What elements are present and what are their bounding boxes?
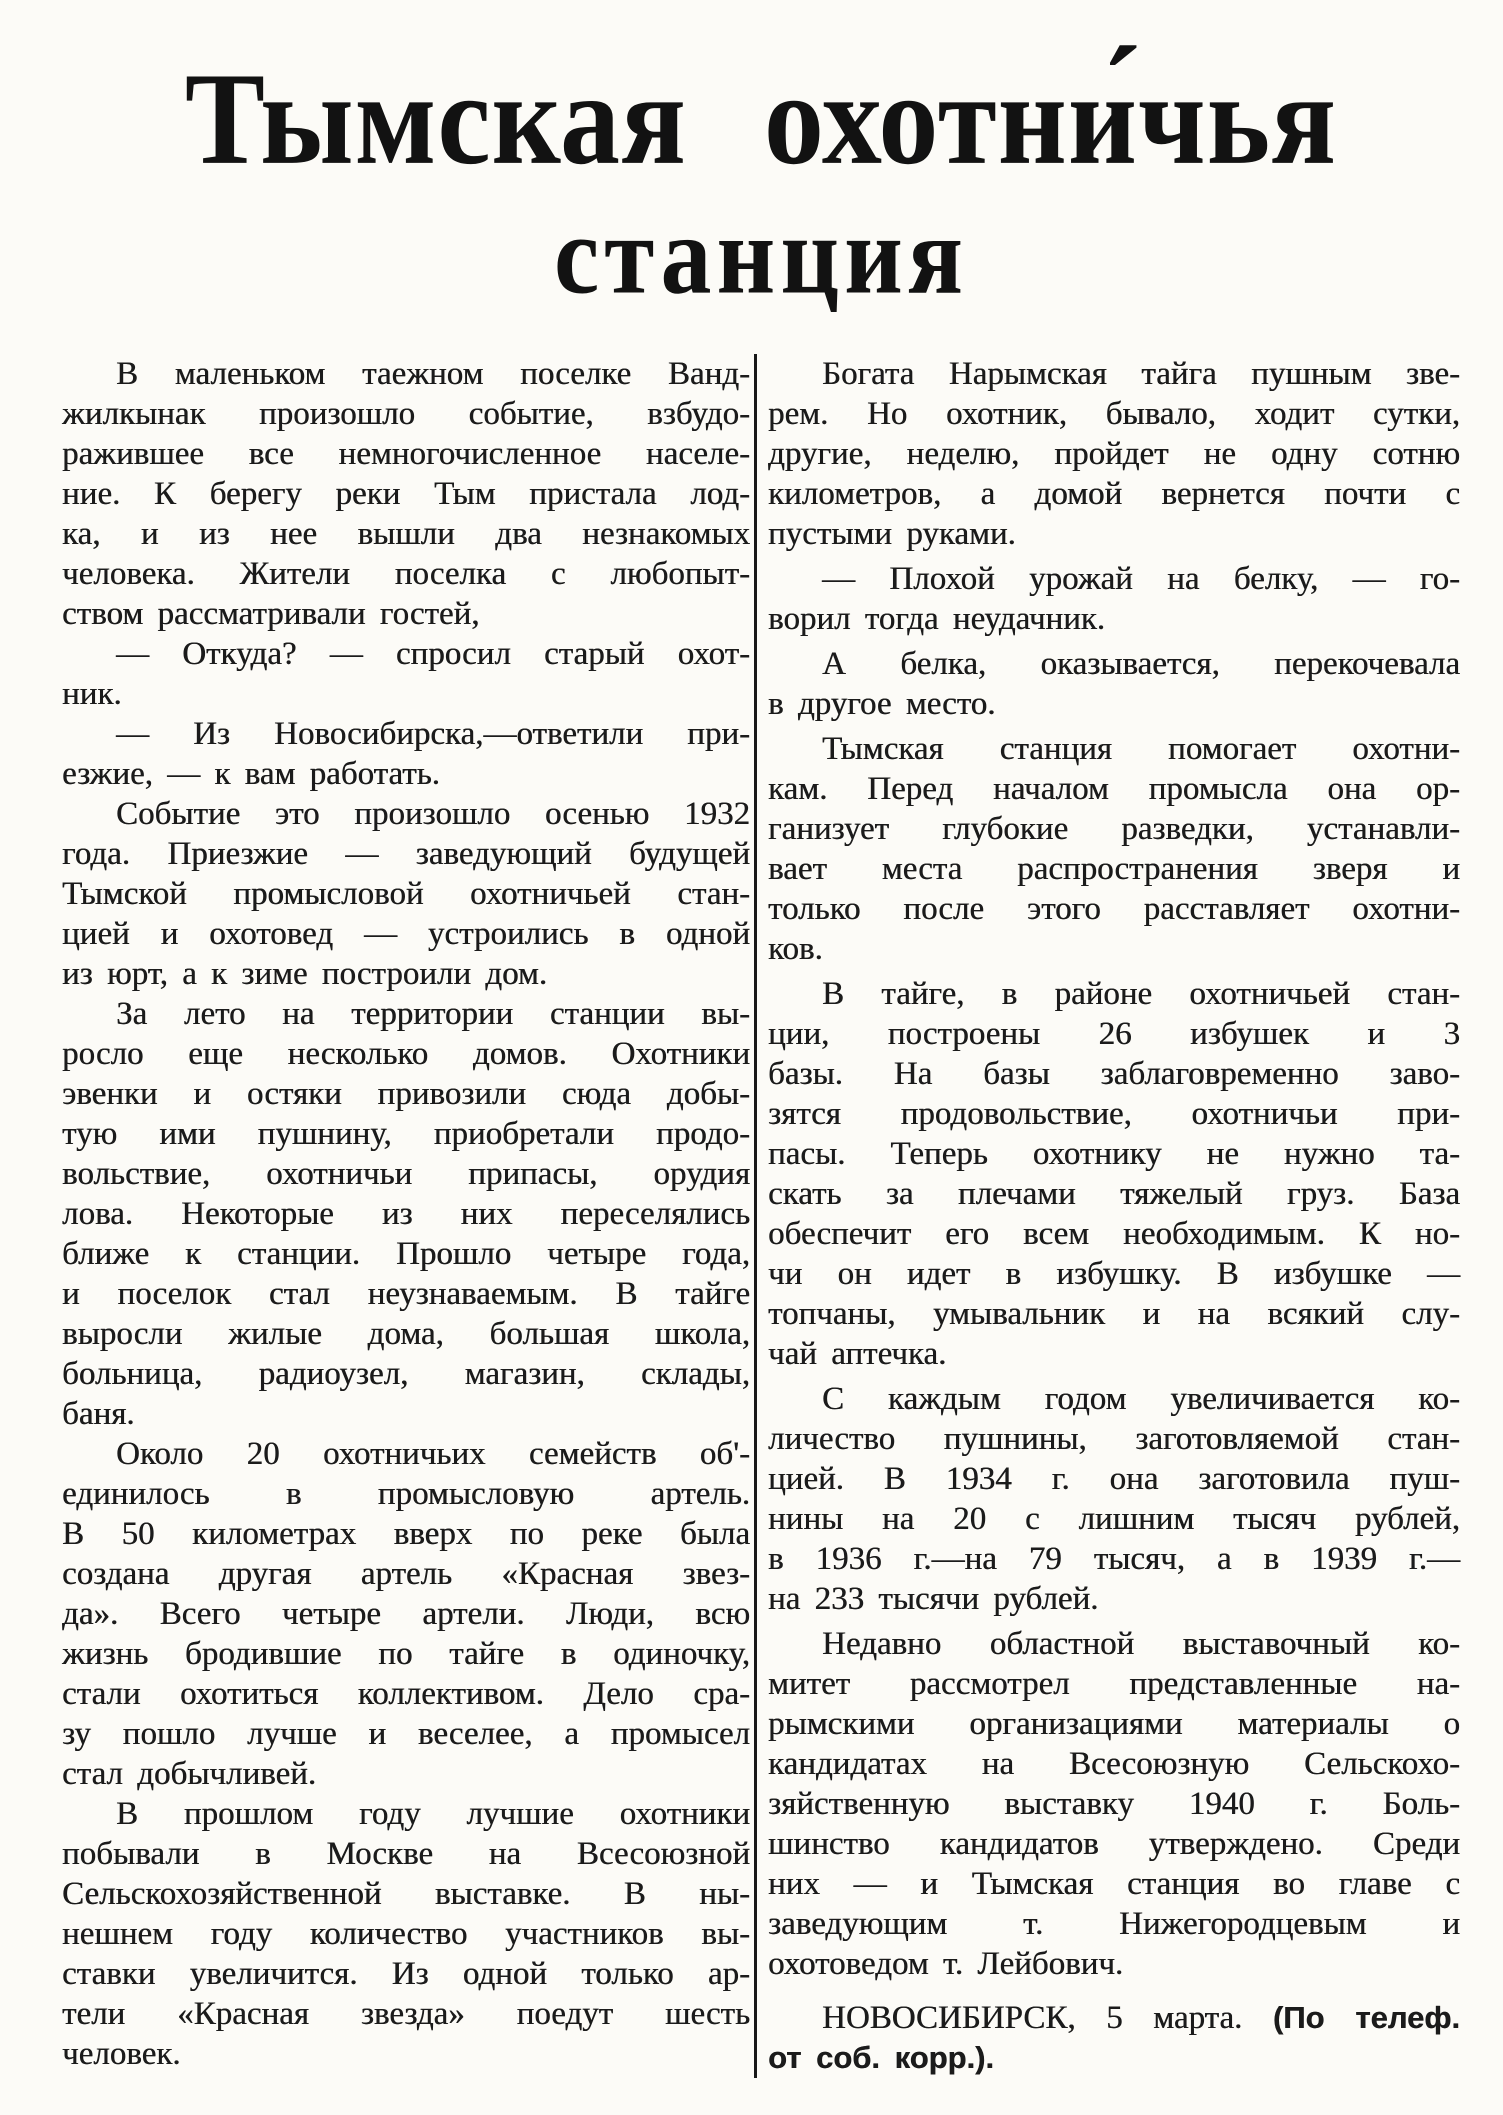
- text-line: цией и охотовед — устроились в одной: [62, 915, 750, 952]
- text-line: охотоведом т. Лейбович.: [768, 1945, 1124, 1982]
- text-line: и поселок стал неузнаваемым. В тайге: [62, 1275, 750, 1312]
- text-line: только после этого расставляет охотни-: [768, 890, 1460, 927]
- paragraph: [62, 714, 750, 794]
- text-line: обеспечит его всем необходимым. К но-: [768, 1215, 1460, 1252]
- text-line: них — и Тымская станция во главе с: [768, 1865, 1460, 1902]
- paragraph: [62, 794, 750, 994]
- text-line: Тымская станция помогает охотни-: [822, 730, 1460, 767]
- text-line: года. Приезжие — заведующий будущей: [62, 835, 750, 872]
- text-line: нешнем году количество участников вы-: [62, 1915, 750, 1952]
- dateline-city-date: НОВОСИБИРСК, 5 марта.: [822, 1999, 1243, 2036]
- text-line: В 50 километрах вверх по реке была: [62, 1515, 750, 1552]
- text-line: Богата Нарымская тайга пушным зве-: [822, 355, 1460, 392]
- text-line: рымскими организациями материалы о: [768, 1705, 1460, 1742]
- paragraph: [768, 1624, 1460, 1984]
- text-line: рем. Но охотник, бывало, ходит сутки,: [768, 395, 1460, 432]
- text-line: эвенки и остяки привозили сюда добы-: [62, 1075, 750, 1112]
- text-line: скать за плечами тяжелый груз. База: [768, 1175, 1460, 1212]
- text-line: ражившее все немногочисленное населе-: [62, 435, 750, 472]
- text-line: пасы. Теперь охотнику не нужно та-: [768, 1135, 1460, 1172]
- text-line: да». Всего четыре артели. Люди, всю: [62, 1595, 750, 1632]
- text-line: ние. К берегу реки Тым пристала лод-: [62, 475, 750, 512]
- text-line: ближе к станции. Прошло четыре года,: [62, 1235, 750, 1272]
- text-line: Сельскохозяйственной выставке. В ны-: [62, 1875, 750, 1912]
- paragraph: [768, 729, 1460, 969]
- text-line: больница, радиоузел, магазин, склады,: [62, 1355, 750, 1392]
- paragraph: [768, 974, 1460, 1374]
- text-line: ворил тогда неудачник.: [768, 600, 1106, 637]
- text-line: зятся продовольствие, охотничьи при-: [768, 1095, 1460, 1132]
- text-line: километров, а домой вернется почти с: [768, 475, 1460, 512]
- text-line: заведующим т. Нижегородцевым и: [768, 1905, 1460, 1942]
- text-line: — Из Новосибирска,—ответили при-: [116, 715, 750, 752]
- dateline-line-2: от соб. корр.).: [768, 2039, 994, 2075]
- text-line: В тайге, в районе охотничьей стан-: [822, 975, 1460, 1012]
- text-line: чай аптечка.: [768, 1335, 947, 1372]
- article-headline: [62, 45, 1460, 318]
- text-line: в 1936 г.—на 79 тысяч, а в 1939 г.—: [768, 1540, 1460, 1577]
- text-line: человек.: [62, 2035, 181, 2072]
- headline-line-1: Тымская охотни́чья: [184, 45, 1338, 192]
- text-line: шинство кандидатов утверждено. Среди: [768, 1825, 1460, 1862]
- text-line: зу пошло лучше и веселее, а промысел: [62, 1715, 750, 1752]
- text-line: тую ими пушнину, приобретали продо-: [62, 1115, 750, 1152]
- text-line: езжие, — к вам работать.: [62, 755, 440, 792]
- paragraph: [768, 1379, 1460, 1619]
- text-line: кам. Перед началом промысла она ор-: [768, 770, 1460, 807]
- text-line: кандидатах на Всесоюзную Сельскохо-: [768, 1745, 1460, 1782]
- text-line: единилось в промысловую артель.: [62, 1475, 750, 1512]
- text-line: вает места распространения зверя и: [768, 850, 1460, 887]
- text-line: из юрт, а к зиме построили дом.: [62, 955, 548, 992]
- text-line: чи он идет в избушку. В избушке —: [768, 1255, 1460, 1292]
- text-line: выросли жилые дома, большая школа,: [62, 1315, 750, 1352]
- text-line: вольствие, охотничьи припасы, орудия: [62, 1155, 750, 1192]
- article-body: [62, 354, 1460, 2078]
- text-line: в другое место.: [768, 685, 996, 722]
- text-line: жизнь бродившие по тайге в одиночку,: [62, 1635, 750, 1672]
- text-line: лова. Некоторые из них переселялись: [62, 1195, 750, 1232]
- column-left: [62, 354, 750, 2078]
- paragraph: [768, 644, 1460, 724]
- headline-line-2: станция: [553, 193, 969, 318]
- paragraph: [62, 354, 750, 634]
- text-line: базы. На базы заблаговременно заво-: [768, 1055, 1460, 1092]
- text-line: ставки увеличится. Из одной только ар-: [62, 1955, 750, 1992]
- paragraph: [62, 994, 750, 1434]
- dateline-paragraph: [768, 1998, 1460, 2078]
- paragraph: [768, 559, 1460, 639]
- text-line: С каждым годом увеличивается ко-: [822, 1380, 1460, 1417]
- text-line: ции, построены 26 избушек и 3: [768, 1015, 1460, 1052]
- text-line: Недавно областной выставочный ко-: [822, 1625, 1460, 1662]
- text-line: — Откуда? — спросил старый охот-: [116, 635, 750, 672]
- text-line: А белка, оказывается, перекочевала: [822, 645, 1460, 682]
- column-right-paragraphs: [768, 354, 1460, 1984]
- text-line: создана другая артель «Красная звез-: [62, 1555, 750, 1592]
- text-line: тели «Красная звезда» поедут шесть: [62, 1995, 750, 2032]
- text-line: Событие это произошло осенью 1932: [116, 795, 750, 832]
- text-line: стал добычливей.: [62, 1755, 317, 1792]
- column-right: [757, 354, 1460, 2078]
- text-line: личество пушнины, заготовляемой стан-: [768, 1420, 1460, 1457]
- paragraph: [62, 1434, 750, 1794]
- text-line: другие, неделю, пройдет не одну сотню: [768, 435, 1460, 472]
- text-line: В маленьком таежном поселке Ванд-: [116, 355, 750, 392]
- text-line: человека. Жители поселка с любопыт-: [62, 555, 750, 592]
- text-line: на 233 тысячи рублей.: [768, 1580, 1099, 1617]
- text-line: ка, и из нее вышли два незнакомых: [62, 515, 750, 552]
- text-line: За лето на территории станции вы-: [116, 995, 750, 1032]
- text-line: пустыми руками.: [768, 515, 1016, 552]
- text-line: стали охотиться коллективом. Дело сра-: [62, 1675, 750, 1712]
- dateline-source-part1: (По телеф.: [1272, 1999, 1460, 2035]
- paragraph: [768, 354, 1460, 554]
- text-line: ник.: [62, 675, 122, 712]
- text-line: нины на 20 с лишним тысяч рублей,: [768, 1500, 1460, 1537]
- paragraph: [62, 634, 750, 714]
- text-line: баня.: [62, 1395, 135, 1432]
- dateline-line-1: [768, 1998, 1460, 2038]
- text-line: Тымской промысловой охотничьей стан-: [62, 875, 750, 912]
- paragraph: [62, 1794, 750, 2074]
- text-line: топчаны, умывальник и на всякий слу-: [768, 1295, 1460, 1332]
- text-line: ганизует глубокие разведки, устанавли-: [768, 810, 1460, 847]
- text-line: зяйственную выставку 1940 г. Боль-: [768, 1785, 1460, 1822]
- text-line: росло еще несколько домов. Охотники: [62, 1035, 750, 1072]
- text-line: ков.: [768, 930, 823, 967]
- text-line: — Плохой урожай на белку, — го-: [822, 560, 1460, 597]
- text-line: митет рассмотрел представленные на-: [768, 1665, 1460, 1702]
- text-line: ством рассматривали гостей,: [62, 595, 480, 632]
- text-line: Около 20 охотничьих семейств об'-: [116, 1435, 750, 1472]
- text-line: жилкынак произошло событие, взбудо-: [62, 395, 750, 432]
- text-line: побывали в Москве на Всесоюзной: [62, 1835, 750, 1872]
- text-line: В прошлом году лучшие охотники: [116, 1795, 750, 1832]
- text-line: цией. В 1934 г. она заготовила пуш-: [768, 1460, 1460, 1497]
